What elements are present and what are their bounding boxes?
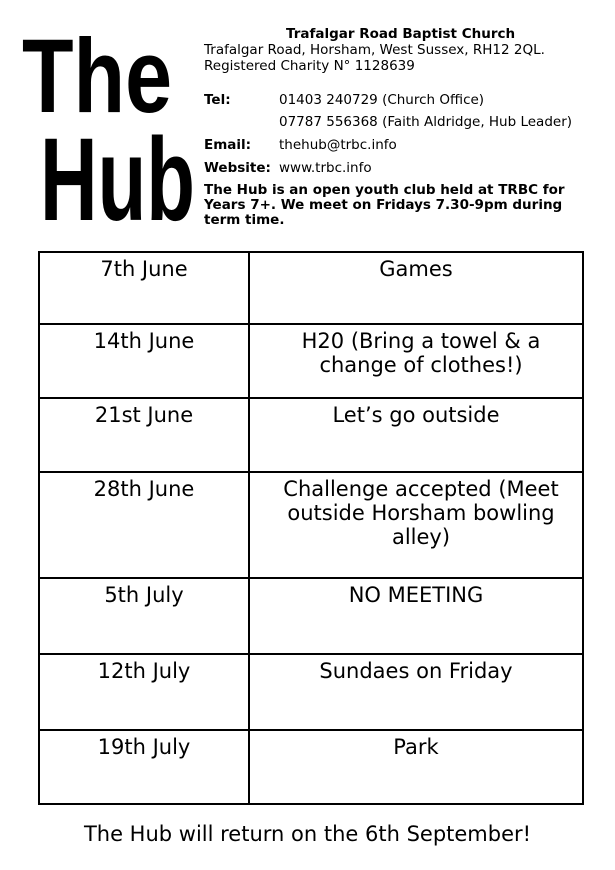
schedule-date: 19th July: [39, 730, 249, 804]
table-row: [39, 398, 583, 472]
schedule-date: 12th July: [39, 654, 249, 730]
schedule-date: 14th June: [39, 324, 249, 398]
table-row: [39, 324, 583, 398]
schedule-activity: Let’s go outside: [249, 398, 583, 472]
schedule-date: 5th July: [39, 578, 249, 654]
schedule-activity: Games: [249, 252, 583, 324]
email-label: Email:: [204, 137, 252, 153]
charity-number: Registered Charity N° 1128639: [204, 58, 415, 74]
tel-church-office: 01403 240729 (Church Office): [279, 92, 485, 108]
tel-label: Tel:: [204, 92, 231, 108]
schedule-date: 7th June: [39, 252, 249, 324]
table-row: [39, 472, 583, 578]
table-row: [39, 252, 583, 324]
church-address: Trafalgar Road, Horsham, West Sussex, RH12 2QL.: [204, 42, 545, 58]
church-header: [204, 26, 604, 74]
table-row: [39, 578, 583, 654]
church-name: Trafalgar Road Baptist Church: [286, 26, 516, 42]
schedule-activity: H20 (Bring a towel & a change of clothes!): [249, 324, 583, 398]
website-link[interactable]: www.trbc.info: [279, 160, 372, 176]
table-row: [39, 654, 583, 730]
logo-word-the: The: [22, 22, 172, 135]
schedule-activity: NO MEETING: [249, 578, 583, 654]
schedule-activity: Sundaes on Friday: [249, 654, 583, 730]
schedule-date: 28th June: [39, 472, 249, 578]
table-row: [39, 730, 583, 804]
about-text: The Hub is an open youth club held at TRBC for Years 7+. We meet on Fridays 7.30-9pm during term time.: [204, 182, 565, 228]
schedule-activity: Park: [249, 730, 583, 804]
return-notice: The Hub will return on the 6th September!: [83, 822, 532, 846]
website-label: Website:: [204, 160, 271, 176]
email-link[interactable]: thehub@trbc.info: [279, 137, 397, 153]
schedule-activity: Challenge accepted (Meet outside Horsham bowling alley): [249, 472, 583, 578]
logo-word-hub: Hub: [40, 114, 195, 222]
schedule-date: 21st June: [39, 398, 249, 472]
the-hub-logo: [22, 22, 197, 222]
schedule-table: [38, 251, 584, 805]
tel-hub-leader: 07787 556368 (Faith Aldridge, Hub Leader): [279, 114, 573, 130]
